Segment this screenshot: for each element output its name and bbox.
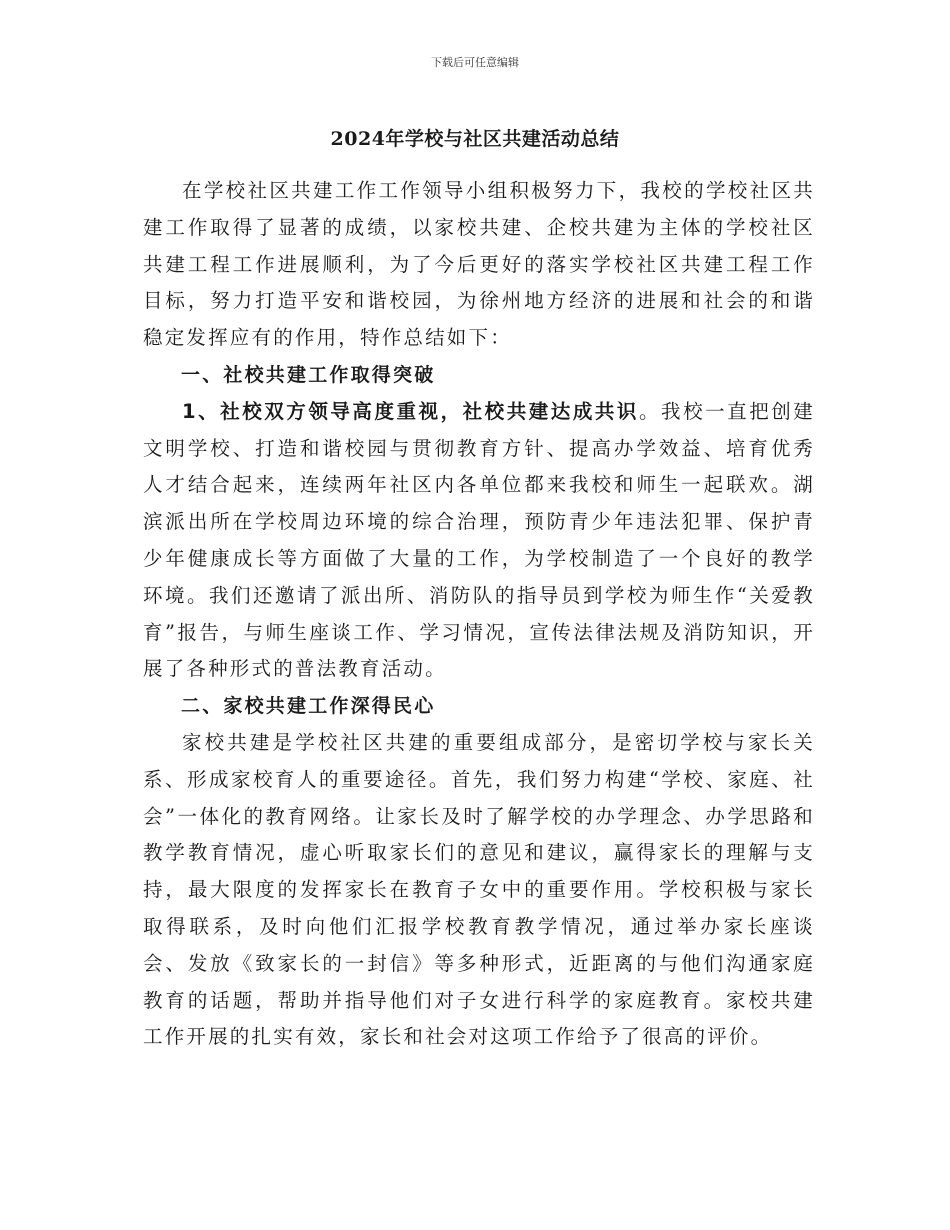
intro-paragraph: 在学校社区共建工作工作领导小组积极努力下，我校的学校社区共建工作取得了显著的成绩，以家校共建、企校共建为主体的学校社区共建工程工作进展顺利，为了今后更好的落实学校社区共建工程工作目标，努力打造平安和谐校园，为徐州地方经济的进展和社会的和谐稳定发挥应有的作用，特作总结如下： — [143, 179, 815, 350]
section-heading-2: 二、家校共建工作深得民心 — [181, 695, 436, 718]
section-heading-1: 一、社校共建工作取得突破 — [181, 363, 436, 386]
section1-item1-lead: 1、社校双方领导高度重视，社校共建达成共识 — [182, 399, 639, 423]
section1-paragraph — [143, 394, 815, 688]
page-header-note: 下载后可任意编辑 — [431, 56, 519, 69]
document-body — [143, 173, 815, 1056]
document-title: 2024年学校与社区共建活动总结 — [330, 128, 620, 150]
section1-item1-body: 。我校一直把创建文明学校、打造和谐校园与贯彻教育方针、提高办学效益、培育优秀人才结合起来，连续两年社区内各单位都来我校和师生一起联欢。湖滨派出所在学校周边环境的综合治理，预防青少年违法犯罪、保护青少年健康成长等方面做了大量的工作，为学校制造了一个良好的教学环境。我们还邀请了派出所、消防队的指导员到学校为师生作“关爱教育”报告，与师生座谈工作、学习情况，宣传法律法规及消防知识，开展了各种形式的普法教育活动。 — [143, 399, 815, 681]
section2-paragraph: 家校共建是学校社区共建的重要组成部分，是密切学校与家长关系、形成家校育人的重要途径。首先，我们努力构建“学校、家庭、社会”一体化的教育网络。让家长及时了解学校的办学理念、办学思路和教学教育情况，虚心听取家长们的意见和建议，赢得家长的理解与支持，最大限度的发挥家长在教育子女中的重要作用。学校积极与家长取得联系，及时向他们汇报学校教育教学情况，通过举办家长座谈会、发放《致家长的一封信》等多种形式，近距离的与他们沟通家庭教育的话题，帮助并指导他们对子女进行科学的家庭教育。家校共建工作开展的扎实有效，家长和社会对这项工作给予了很高的评价。 — [143, 730, 815, 1049]
